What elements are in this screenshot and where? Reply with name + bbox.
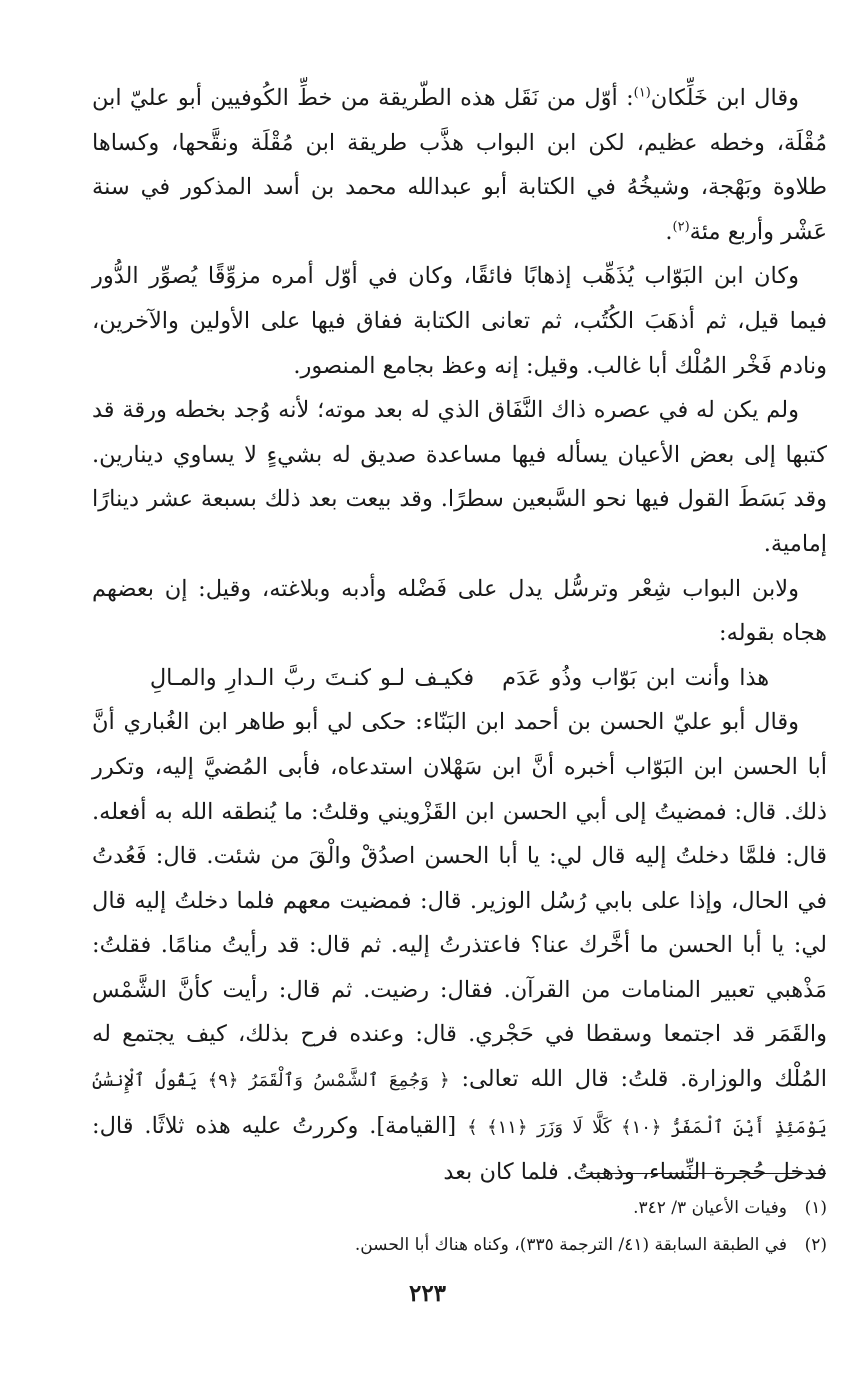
footnote-text: في الطبقة السابقة (٤١/ الترجمة ٣٣٥)، وكناه هناك أبا الحسن. [354, 1235, 787, 1255]
footnote-reference: (١) [633, 85, 651, 101]
verse-second-hemistich: فكيـف لـو كنـتَ ربَّ الـدارِ والمـالِ [149, 664, 475, 691]
paragraph-text: : أوّل من نَقَل هذه الطّريقة من خطِّ الكُوفيين أبو عليّ ابن مُقْلَة، وخطه عظيم، لكن ابن البواب هذَّب طريقة ابن مُقْلَة ونقَّحها، وكساها طلاوة وبَهْجة، وشيخُهُ في الكتابة أبو عبدالله محمد بن أسد المذكور في سنة عَشْر وأربع مئة [92, 85, 827, 245]
footnote-number: (٢) [804, 1235, 827, 1255]
quran-quote: ﴿ وَجُمِعَ ٱلشَّمْسُ وَٱلْقَمَرُ ﴿٩﴾ يَقُولُ ٱلْإِنسَٰنُ يَوْمَئِذٍ أَيْنَ ٱلْمَفَرُّ ﴿١٠﴾ كَلَّا لَا وَزَرَ ﴿١١﴾ ﴾ [92, 1070, 827, 1138]
verse-first-hemistich: هذا وأنت ابن بَوّاب وذُو عَدَم [502, 664, 770, 691]
footnote-text: وفيات الأعيان ٣/ ٣٤٢. [633, 1198, 787, 1218]
poetry-verse [92, 656, 827, 701]
paragraph-ibn-al-banna [92, 700, 827, 1195]
paragraph-text: وقال أبو عليّ الحسن بن أحمد ابن البَنّاء: حكى لي أبو طاهر ابن الغُباري أنَّ أبا الحسن ابن البَوّاب أخبره أنَّ ابن سَهْلان استدعاه، فأبى المُضيَّ إليه، وتكرر ذلك. قال: فمضيتُ إلى أبي الحسن ابن القَزْويني وقلتُ: ما يُنطقه الله به أفعله. قال: فلمَّا دخلتُ إليه قال لي: يا أبا الحسن اصدُقْ والْقَ من شئت. قال: فَعُدتُ في الحال، وإذا على بابي رُسُل الوزير. قال: فمضيت معهم فلما دخلتُ إليه قال لي: يا أبا الحسن ما أخَّرك عنا؟ فاعتذرتُ إليه. ثم قال: قد رأيتُ منامًا. فقلتُ: مَذْهبي تعبير المنامات من القرآن. فقال: رضيت. ثم قال: رأيت كأنَّ الشَّمْس والقَمَر قد اجتمعا وسقطا في حَجْري. قال: وعنده فرح بذلك، كيف يجتمع له المُلْك والوزارة. قلتُ: قال الله تعالى: [92, 709, 827, 1093]
paragraph-end: . [665, 218, 673, 245]
footnote-divider [586, 1173, 826, 1174]
footnote-item [92, 1227, 827, 1264]
footnote-reference: (٢) [672, 219, 690, 235]
main-text [92, 76, 827, 1195]
page-number: ٢٢٣ [408, 1280, 447, 1307]
footnote-item [92, 1190, 827, 1227]
paragraph-gilding: وكان ابن البَوّاب يُذَهِّب إذهابًا فائقًا، وكان في أوّل أمره مزوِّقًا يُصوِّر الدُّور فيما قيل، ثم أذهَبَ الكُتُب، ثم تعانى الكتابة ففاق فيها على الأولين والآخرين، ونادم فَخْر المُلْك أبا غالب. وقيل: إنه وعظ بجامع المنصور. [92, 263, 827, 379]
footnotes [92, 1190, 827, 1264]
footnote-number: (١) [804, 1198, 827, 1218]
paragraph-ibn-khallikan [92, 76, 827, 254]
paragraph-text: [القيامة]. وكررتُ عليه هذه ثلاثًا. قال: فدخل حُجرة النِّساء، وذهبتُ. فلما كان بعد [92, 1112, 827, 1186]
paragraph-poetry: ولابن البواب شِعْر وترسُّل يدل على فَضْله وأدبه وبلاغته، وقيل: إن بعضهم هجاه بقوله: [92, 575, 827, 647]
paragraph-fame-after-death: ولم يكن له في عصره ذاك النَّفَاق الذي له بعد موته؛ لأنه وُجد بخطه ورقة قد كتبها إلى بعض الأعيان يسأله فيها مساعدة صديق له بشيءٍ لا يساوي دينارين. وقد بَسَطَ القول فيها نحو السَّبعين سطرًا. وقد بيعت بعد ذلك بسبعة عشر دينارًا إمامية. [92, 397, 827, 557]
paragraph-text: وقال ابن خَلِّكان [650, 85, 799, 111]
